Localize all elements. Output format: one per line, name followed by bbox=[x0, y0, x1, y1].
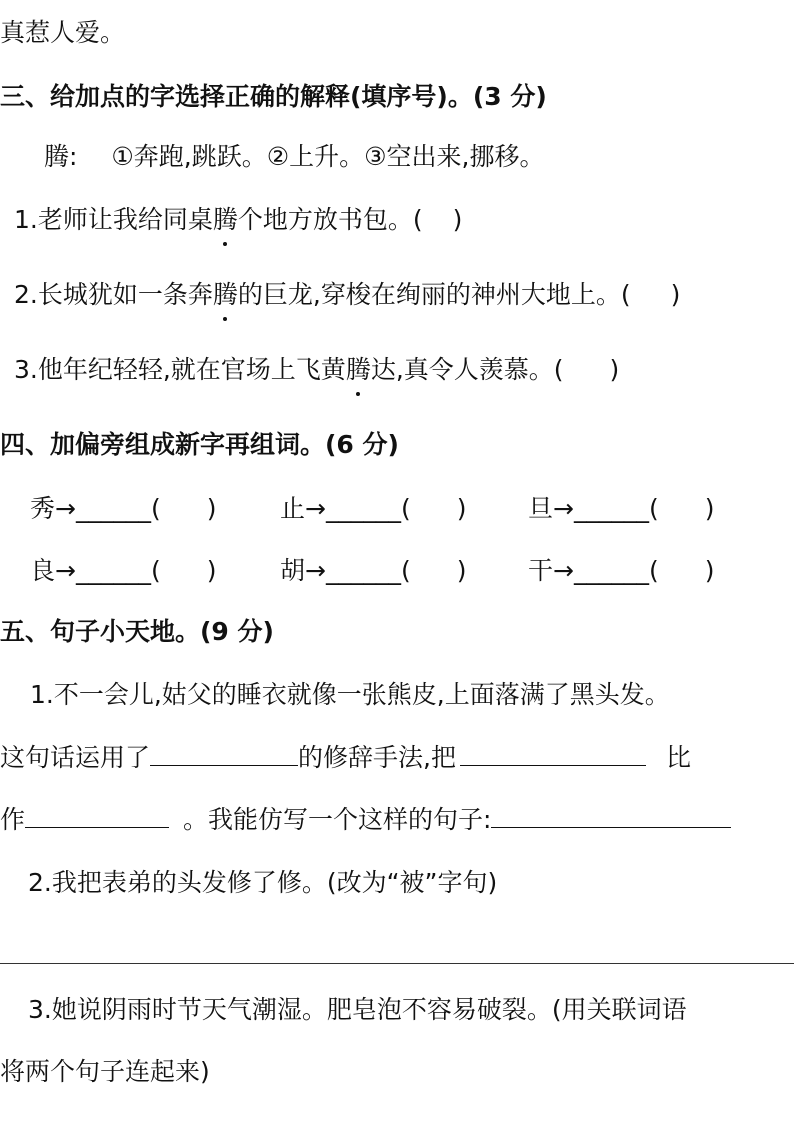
section3-item-2: 2.长城犹如一条奔腾的巨龙,穿梭在绚丽的神州大地上。( ) bbox=[14, 278, 680, 312]
rhetoric-blank[interactable] bbox=[150, 743, 298, 766]
section3-item-3: 3.他年纪轻轻,就在官场上飞黄腾达,真令人羡慕。( ) bbox=[14, 353, 619, 387]
section3-options bbox=[44, 140, 544, 174]
section5-q1-line3: 作 。我能仿写一个这样的句子: bbox=[0, 803, 731, 837]
section5-q3-line2: 将两个句子连起来) bbox=[0, 1057, 210, 1086]
answer-line[interactable] bbox=[0, 963, 794, 964]
dotted-char: 腾 bbox=[213, 203, 238, 237]
radical-item: 胡→______( ) bbox=[280, 556, 467, 585]
radical-item: 良→______( ) bbox=[30, 556, 217, 585]
dotted-char: 腾 bbox=[213, 278, 238, 312]
compare-blank[interactable] bbox=[25, 805, 169, 828]
section5-q1-line2: 这句话运用了 的修辞手法,把 比 bbox=[0, 743, 691, 772]
object-blank[interactable] bbox=[460, 743, 646, 766]
radical-item: 干→______( ) bbox=[528, 556, 715, 585]
section5-q1: 1.不一会儿,姑父的睡衣就像一张熊皮,上面落满了黑头发。 bbox=[30, 680, 670, 709]
key-char: 腾: bbox=[44, 142, 78, 171]
dotted-char: 腾 bbox=[346, 353, 371, 387]
section5-title: 五、句子小天地。(9 分) bbox=[0, 617, 274, 646]
section3-item-1: 1.老师让我给同桌腾个地方放书包。( ) bbox=[14, 203, 462, 237]
top-line: 真惹人爱。 bbox=[0, 18, 126, 47]
options-text: ①奔跑,跳跃。②上升。③空出来,挪移。 bbox=[111, 142, 545, 171]
radical-item: 旦→______( ) bbox=[528, 494, 715, 523]
section5-q3-line1: 3.她说阴雨时节天气潮湿。肥皂泡不容易破裂。(用关联词语 bbox=[28, 995, 687, 1024]
section4-title: 四、加偏旁组成新字再组词。(6 分) bbox=[0, 430, 399, 459]
radical-item: 秀→______( ) bbox=[30, 494, 217, 523]
section3-title: 三、给加点的字选择正确的解释(填序号)。(3 分) bbox=[0, 82, 547, 111]
radical-item: 止→______( ) bbox=[280, 494, 467, 523]
imitate-blank[interactable] bbox=[491, 805, 731, 828]
section5-q2: 2.我把表弟的头发修了修。(改为“被”字句) bbox=[28, 868, 498, 897]
